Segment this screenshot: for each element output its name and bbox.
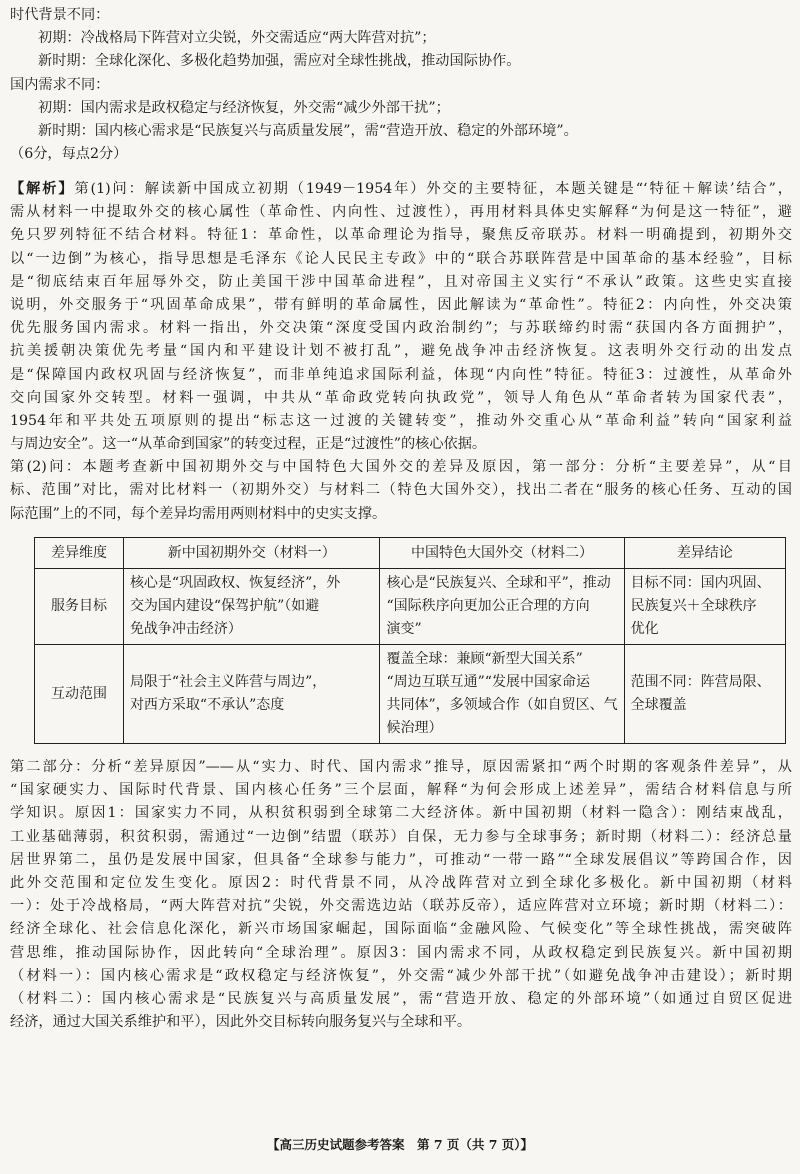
analysis-line: 是“保障国内政权巩固与经济恢复”，而非单纯追求国际利益，体现“内向性”特征。特征3：过渡性，从革命外	[10, 366, 792, 383]
conclusion-cell: 目标不同：国内巩固、 民族复兴＋全球秩序 优化	[624, 569, 785, 645]
analysis-line: 1954年和平共处五项原则的提出“标志这一过渡的关键转变”，推动外交重心从“革命利益”转向“国家利益	[10, 412, 792, 429]
early-diplomacy-cell: 核心是“巩固政权、恢复经济”，外 交为国内建设“保驾护航”（如避 免战争冲击经济）	[123, 569, 380, 645]
analysis-tag: 【解析】	[10, 181, 75, 197]
point-era-early: 初期：冷战格局下阵营对立尖锐，外交需适应“两大阵营对抗”；	[38, 30, 436, 47]
table-header: 差异结论	[624, 538, 785, 569]
analysis-section	[10, 178, 792, 526]
new-diplomacy-cell: 覆盖全球：兼顾“新型大国关系” “周边互联互通”“发展中国家命运 共同体”，多领域合作（如自贸区、气 候治理）	[380, 645, 624, 744]
table-row	[35, 645, 786, 744]
new-diplomacy-cell: 核心是“民族复兴、全球和平”，推动 “国际秩序向更加公正合理的方向 演变”	[380, 569, 624, 645]
reasons-line: 此外交范围和定位发生变化。原因2：时代背景不同，从冷战阵营对立到全球化多极化。新中国初期（材料	[10, 874, 792, 891]
table-header-row	[35, 538, 786, 569]
analysis-line: 免只罗列特征不结合材料。特征1：革命性，以革命理论为指导，聚焦反帝联苏。材料一明确提到，初期外交	[10, 227, 792, 244]
reasons-line: “国家硬实力、国际时代背景、国内核心任务”三个层面，解释“为何会形成上述差异”，需结合材料信息与所	[10, 782, 792, 799]
analysis-line: 【解析】第(1)问：解读新中国成立初期（1949－1954年）外交的主要特征，本题关键是“‘特征＋解读’结合”，	[10, 181, 792, 197]
analysis-line: 与周边安全”。这一“从革命到国家”的转变过程，正是“过渡性”的核心依据。	[10, 436, 487, 453]
reasons-line: 学知识。原因1：国家实力不同，从积贫积弱到全球第二大经济体。新中国初期（材料一隐含）：刚结束战乱，	[10, 805, 792, 822]
point-domestic-new: 新时期：国内核心需求是“民族复兴与高质量发展”，需“营造开放、稳定的外部环境”。	[38, 122, 578, 139]
point-era-new: 新时期：全球化深化、多极化趋势加强，需应对全球性挑战，推动国际协作。	[38, 53, 521, 70]
reasons-line: 经济全球化、社会信息化深化，新兴市场国家崛起，国际面临“金融风险、气候变化”等全球性挑战，需突破阵	[10, 921, 792, 938]
dimension-cell: 服务目标	[35, 569, 124, 645]
analysis-line: 说明，外交服务于“巩固革命成果”，带有鲜明的革命属性，因此解读为“革命性”。特征2：内向性，外交决策	[10, 296, 792, 313]
analysis-line: 际范围”上的不同，每个差异均需用两则材料中的史实支撑。	[10, 505, 387, 522]
analysis-line: 抗美援朝决策优先考量“国内和平建设计划不被打乱”，避免战争冲击经济恢复。这表明外交行动的出发点	[10, 343, 792, 360]
dimension-cell: 互动范围	[35, 645, 124, 744]
page-footer: 【高三历史试题参考答案 第 7 页（共 7 页）】	[266, 1137, 534, 1152]
reasons-section	[10, 756, 792, 1034]
reasons-line: 第二部分：分析“差异原因”——从“实力、时代、国内需求”推导，原因需紧扣“两个时期的客观条件差异”，从	[10, 759, 792, 775]
point-domestic-early: 初期：国内需求是政权稳定与经济恢复，外交需“减少外部干扰”；	[38, 99, 450, 116]
analysis-line: 标、范围”对比，需对比材料一（初期外交）与材料二（特色大国外交），找出二者在“服务的核心任务、互动的国	[10, 482, 792, 499]
table-header: 新中国初期外交（材料一）	[123, 538, 380, 569]
reasons-line: 工业基础薄弱，积贫积弱，需通过“一边倒”结盟（联苏）自保，无力参与全球事务；新时期（材料二）：经济总量	[10, 828, 792, 845]
analysis-line: 以“一边倒”为核心，指导思想是毛泽东《论人民民主专政》中的“联合苏联阵营是中国革命的基本经验”，目标	[10, 250, 792, 267]
score-note: （6分，每点2分）	[10, 146, 128, 163]
analysis-line: 交向国家外交转型。材料一强调，中共从“革命政党转向执政党”，领导人角色从“革命者转为国家代表”，	[10, 389, 792, 406]
table-header: 差异维度	[35, 538, 124, 569]
reasons-line: 经济，通过大国关系维护和平），因此外交目标转向服务复兴与全球和平。	[10, 1014, 472, 1031]
reasons-line: 居世界第二，虽仍是发展中国家，但具备“全球参与能力”，可推动“一带一路”“全球发展倡议”等跨国合作，因	[10, 851, 792, 868]
reasons-line: 营思维，推动国际协作，因此转向“全球治理”。原因3：国内需求不同，从政权稳定到民族复兴。新中国初期	[10, 944, 792, 961]
background-section	[10, 4, 792, 166]
analysis-line: 是“彻底结束百年屈辱外交，防止美国干涉中国革命进程”，且对帝国主义实行“不承认”政策。这些史实直接	[10, 273, 792, 290]
analysis-line: 优先服务国内需求。材料一指出，外交决策“深度受国内政治制约”；与苏联缔约时需“获国内各方面拥护”，	[10, 320, 792, 337]
conclusion-cell: 范围不同：阵营局限、 全球覆盖	[624, 645, 785, 744]
comparison-table	[34, 537, 786, 744]
reasons-line: （材料一）：国内核心需求是“政权稳定与经济恢复”，外交需“减少外部干扰”（如避免战争冲击建设）；新时期	[10, 967, 792, 984]
analysis-line: 需从材料一中提取外交的核心属性（革命性、内向性、过渡性），再用材料具体史实解释“为何是这一特征”，避	[10, 204, 792, 221]
heading-domestic: 国内需求不同：	[10, 76, 110, 93]
table-row	[35, 569, 786, 645]
reasons-line: 一）：处于冷战格局，“两大阵营对抗”尖锐，外交需选边站（联苏反帝），适应阵营对立环境；新时期（材料二）：	[10, 898, 792, 915]
analysis-line: 第(2)问：本题考查新中国初期外交与中国特色大国外交的差异及原因，第一部分：分析“主要差异”，从“目	[10, 459, 792, 476]
heading-era: 时代背景不同：	[10, 7, 110, 23]
early-diplomacy-cell: 局限于“社会主义阵营与周边”， 对西方采取“不承认”态度	[123, 645, 380, 744]
reasons-line: （材料二）：国内核心需求是“民族复兴与高质量发展”，需“营造开放、稳定的外部环境”（如通过自贸区促进	[10, 990, 792, 1007]
table-header: 中国特色大国外交（材料二）	[380, 538, 624, 569]
